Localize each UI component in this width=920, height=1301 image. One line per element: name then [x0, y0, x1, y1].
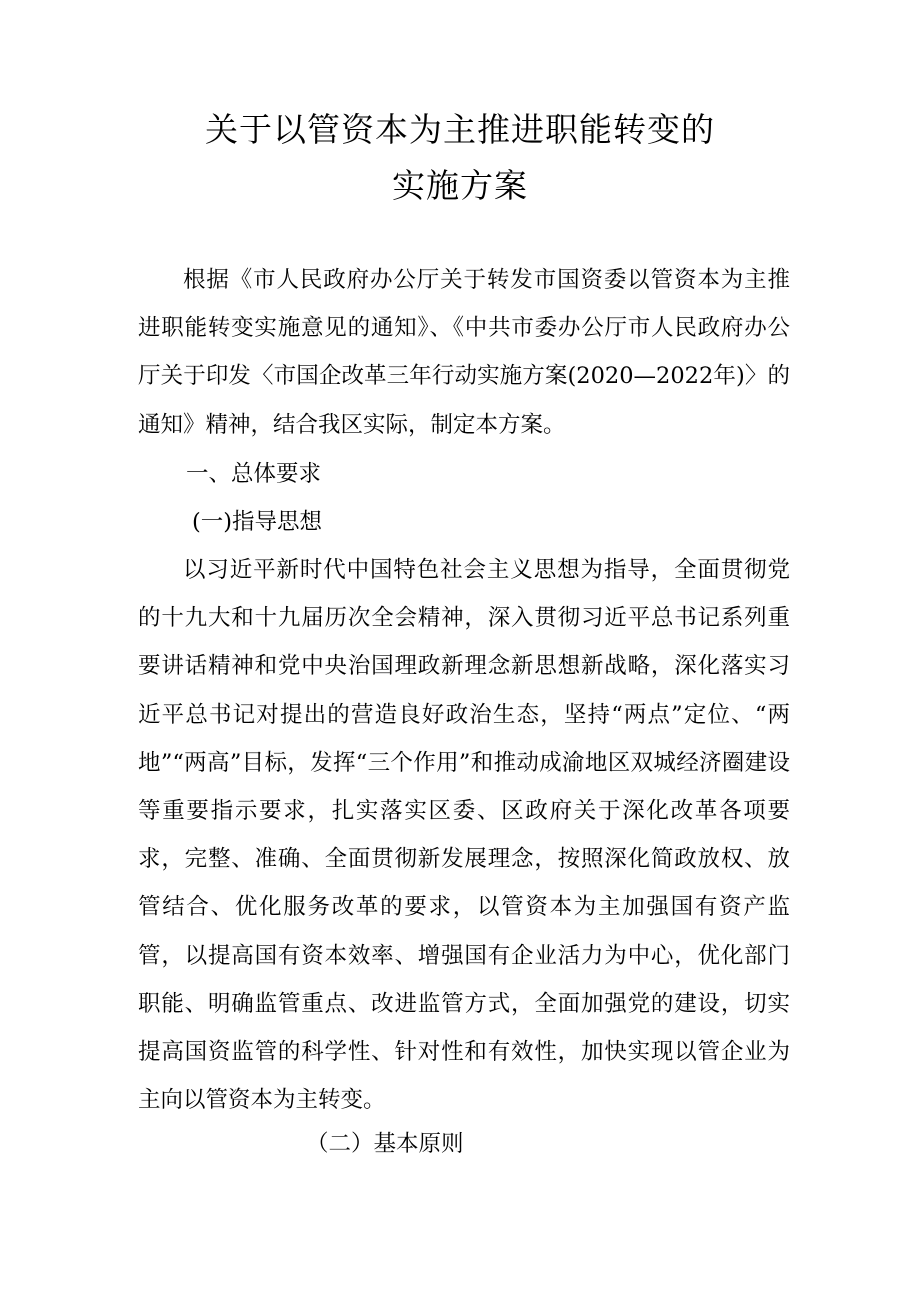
guiding-thought-paragraph	[138, 546, 790, 1124]
intro-paragraph	[138, 256, 790, 449]
document-title-line-2: 实施方案	[392, 166, 528, 205]
guiding-thought-paragraph-text: 以习近平新时代中国特色社会主义思想为指导，全面贯彻党的十九大和十九届历次全会精神，深入贯彻习近平总书记系列重要讲话精神和党中央治国理政新理念新思想新战略，深化落实习近平总书记对提出的营造良好政治生态，坚持“两点”定位、“两地”“两高”目标，发挥“三个作用”和推动成渝地区双城经济圈建设等重要指示要求，扎实落实区委、区政府关于深化改革各项要求，完整、准确、全面贯彻新发展理念，按照深化简政放权、放管结合、优化服务改革的要求，以管资本为主加强国有资产监管，以提高国有资本效率、增强国有企业活力为中心，优化部门职能、明确监管重点、改进监管方式，全面加强党的建设，切实提高国资监管的科学性、针对性和有效性，加快实现以管企业为主向以管资本为主转变。	[138, 557, 790, 1114]
section-heading-overall-requirements: 一、总体要求	[186, 461, 322, 487]
subsection-heading-guiding-thought: (一)指导思想	[192, 509, 323, 535]
document-title-line-1: 关于以管资本为主推进职能转变的	[205, 110, 715, 149]
intro-paragraph-text: 根据《市人民政府办公厅关于转发市国资委以管资本为主推进职能转变实施意见的通知》、《中共市委办公厅市人民政府办公厅关于印发〈市国企改革三年行动实施方案(2020—2022年)〉的通知》精神，结合我区实际，制定本方案。	[138, 267, 790, 438]
subsection-heading-basic-principles: （二）基本原则	[306, 1131, 464, 1157]
